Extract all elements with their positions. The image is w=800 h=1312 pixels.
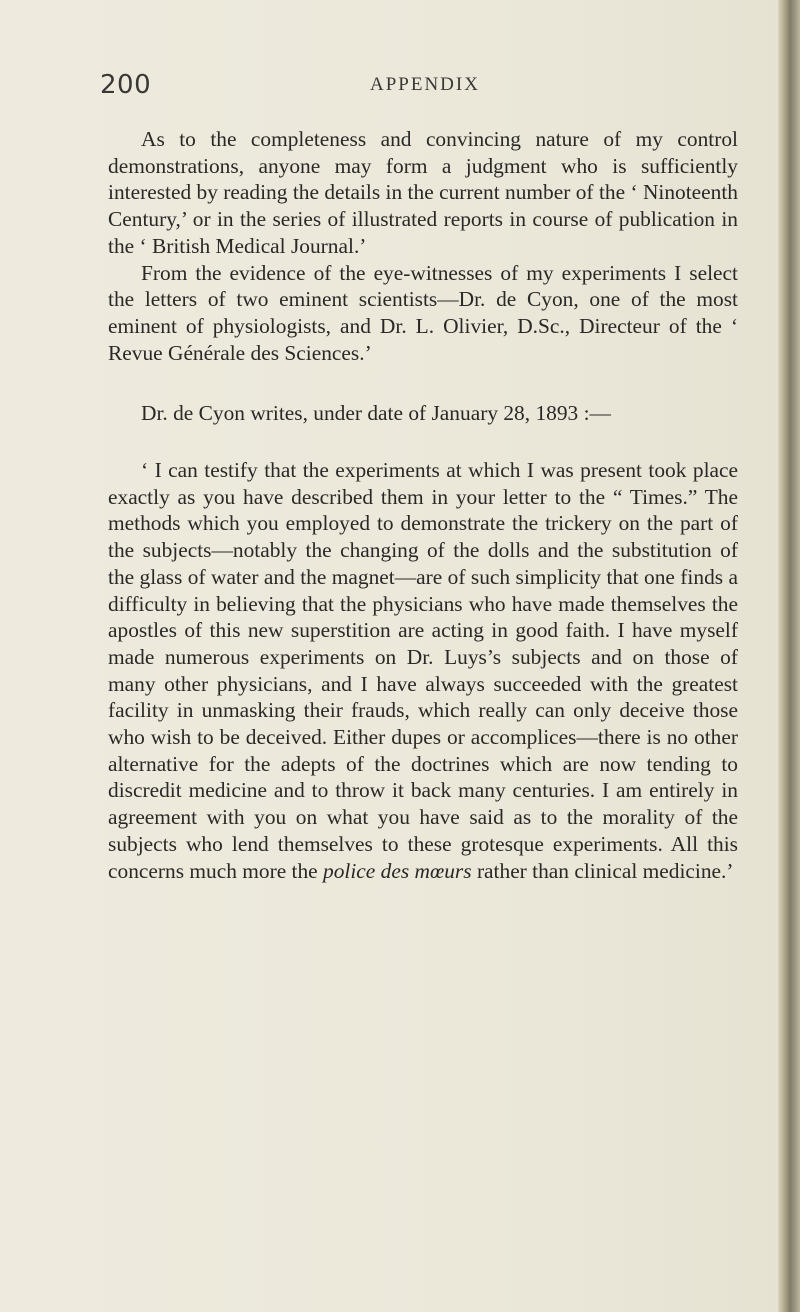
- quoted-letter: [108, 457, 738, 884]
- running-head: APPENDIX: [370, 74, 480, 95]
- page-number: 200: [100, 70, 152, 100]
- italic-phrase: police des mœurs: [323, 858, 472, 883]
- quoted-letter-ending: rather than clinical medicine.’: [476, 858, 734, 883]
- quoted-letter-text: ‘ I can testify that the experiments at which I was present took place exactly as you have described them in your letter to the “ Times.” The methods which you employed to demonstrate the trickery on the part of the subjects—notably the changing of the dolls and the substitution of the glass of water and the magnet—are of such simplicity that one finds a difficulty in believing that the physicians who have made themselves the apostles of this new superstition are acting in good faith. I have myself made numerous experiments on Dr. Luys’s subjects and on those of many other physicians, and I have always succeeded with the greatest facility in unmasking their frauds, which really can only deceive those who wish to be deceived. Either dupes or accomplices—there is no other alternative for the adepts of the doctrines which are now tending to discredit medicine and to throw it back many centuries. I am entirely in agreement with you on what you have said as to the morality of the subjects who lend themselves to these grotesque experiments. All this concerns much more the: [108, 458, 738, 883]
- paragraph-3: Dr. de Cyon writes, under date of January 28, 1893 :—: [141, 401, 611, 426]
- body-text: [108, 126, 738, 884]
- paragraph-2: From the evidence of the eye-witnesses of my experiments I select the letters of two eminent scientists—Dr. de Cyon, one of the most eminent of physiologists, and Dr. L. Olivier, D.Sc., Directeur of the ‘ Revue Générale des Sciences.’: [108, 260, 738, 365]
- page-edge-shadow: [778, 0, 800, 1312]
- paragraph-1: As to the completeness and convincing nature of my control demonstrations, anyone may form a judgment who is sufficiently interested by reading the details in the current number of the ‘ Ninoteenth Century,’ or in the series of illustrated reports in course of publication in the ‘ British Medical Journal.’: [108, 127, 738, 258]
